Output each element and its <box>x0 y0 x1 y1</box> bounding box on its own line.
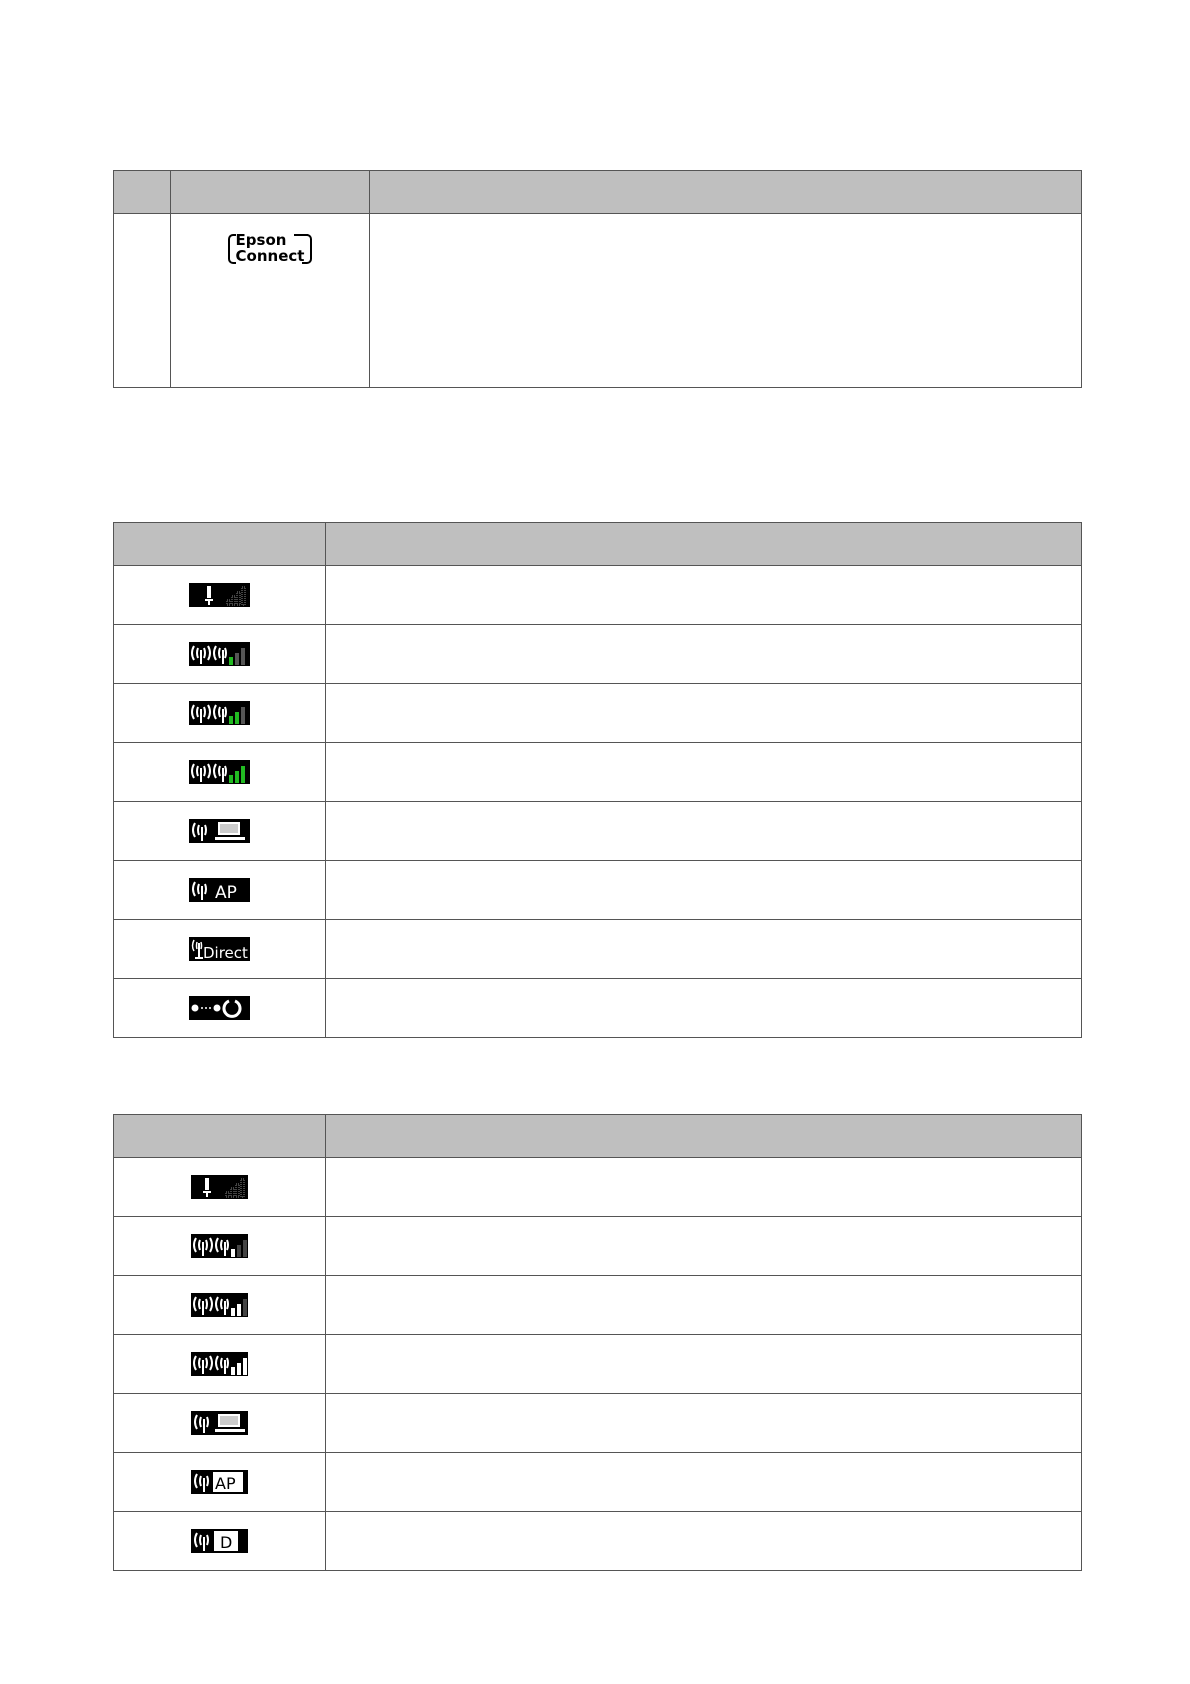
table-row <box>114 1512 1082 1571</box>
column-header <box>171 171 370 214</box>
epson-connect-table <box>113 170 1082 388</box>
table-row <box>114 1217 1082 1276</box>
icon-cell <box>114 1276 326 1335</box>
icon-cell <box>114 743 326 802</box>
table-row <box>114 1276 1082 1335</box>
ap-label: AP <box>215 883 237 902</box>
table-row <box>114 861 1082 920</box>
epson-connect-icon: Epson Connect <box>228 232 313 264</box>
ap-label: AP <box>215 1474 236 1493</box>
row-description <box>326 1158 1082 1217</box>
row-description <box>370 214 1082 388</box>
table-row <box>114 1158 1082 1217</box>
table-header-row <box>114 1115 1082 1158</box>
table-header-row <box>114 171 1082 214</box>
wifi-connecting-icon <box>189 996 250 1020</box>
row-description <box>326 1217 1082 1276</box>
table-row <box>114 684 1082 743</box>
wifi-signal-medium-mono-icon <box>191 1293 248 1317</box>
wifi-signal-strong-mono-icon <box>191 1352 248 1376</box>
column-header <box>114 1115 326 1158</box>
table-header-row <box>114 523 1082 566</box>
column-header <box>114 171 171 214</box>
icon-cell <box>114 1335 326 1394</box>
table-row <box>114 802 1082 861</box>
wifi-ap-mode-mono-icon <box>191 1470 248 1494</box>
row-description <box>326 684 1082 743</box>
direct-label: Direct <box>203 944 248 961</box>
wifi-signal-weak-mono-icon <box>191 1234 248 1258</box>
wifi-adhoc-computer-icon <box>189 819 250 843</box>
row-description <box>326 625 1082 684</box>
row-description <box>326 566 1082 625</box>
icon-cell <box>114 625 326 684</box>
row-description <box>326 1394 1082 1453</box>
wifi-status-table-color <box>113 522 1082 1038</box>
row-description <box>326 979 1082 1038</box>
column-header <box>370 171 1082 214</box>
icon-cell <box>114 1217 326 1276</box>
icon-cell <box>114 979 326 1038</box>
wifi-signal-strong-icon <box>189 760 250 784</box>
table-row <box>114 1394 1082 1453</box>
table-row <box>114 625 1082 684</box>
icon-cell <box>114 1158 326 1217</box>
row-description <box>326 920 1082 979</box>
wifi-no-signal-icon <box>189 583 250 607</box>
row-description <box>326 1335 1082 1394</box>
row-description <box>326 743 1082 802</box>
wifi-signal-weak-icon <box>189 642 250 666</box>
row-description <box>326 861 1082 920</box>
table-row <box>114 214 1082 388</box>
wifi-no-signal-mono-icon <box>191 1175 248 1199</box>
wifi-signal-medium-icon <box>189 701 250 725</box>
row-description <box>326 1276 1082 1335</box>
row-description <box>326 1453 1082 1512</box>
icon-cell <box>114 1453 326 1512</box>
row-description <box>326 1512 1082 1571</box>
icon-cell <box>114 566 326 625</box>
direct-label: D <box>220 1533 233 1552</box>
wifi-direct-mono-icon <box>191 1529 248 1553</box>
icon-cell <box>114 920 326 979</box>
icon-cell <box>171 214 370 388</box>
column-header <box>326 1115 1082 1158</box>
icon-cell <box>114 1512 326 1571</box>
column-header <box>114 523 326 566</box>
table-row <box>114 1453 1082 1512</box>
icon-cell <box>114 802 326 861</box>
icon-cell <box>114 684 326 743</box>
table-row <box>114 566 1082 625</box>
wifi-ap-mode-icon <box>189 878 250 902</box>
icon-cell <box>114 1394 326 1453</box>
table-row <box>114 743 1082 802</box>
icon-cell <box>114 861 326 920</box>
wifi-adhoc-computer-mono-icon <box>191 1411 248 1435</box>
table-row <box>114 979 1082 1038</box>
column-header <box>326 523 1082 566</box>
table-row <box>114 1335 1082 1394</box>
row-number <box>114 214 171 388</box>
wifi-direct-icon <box>189 937 250 961</box>
table-row <box>114 920 1082 979</box>
row-description <box>326 802 1082 861</box>
wifi-status-table-mono <box>113 1114 1082 1571</box>
